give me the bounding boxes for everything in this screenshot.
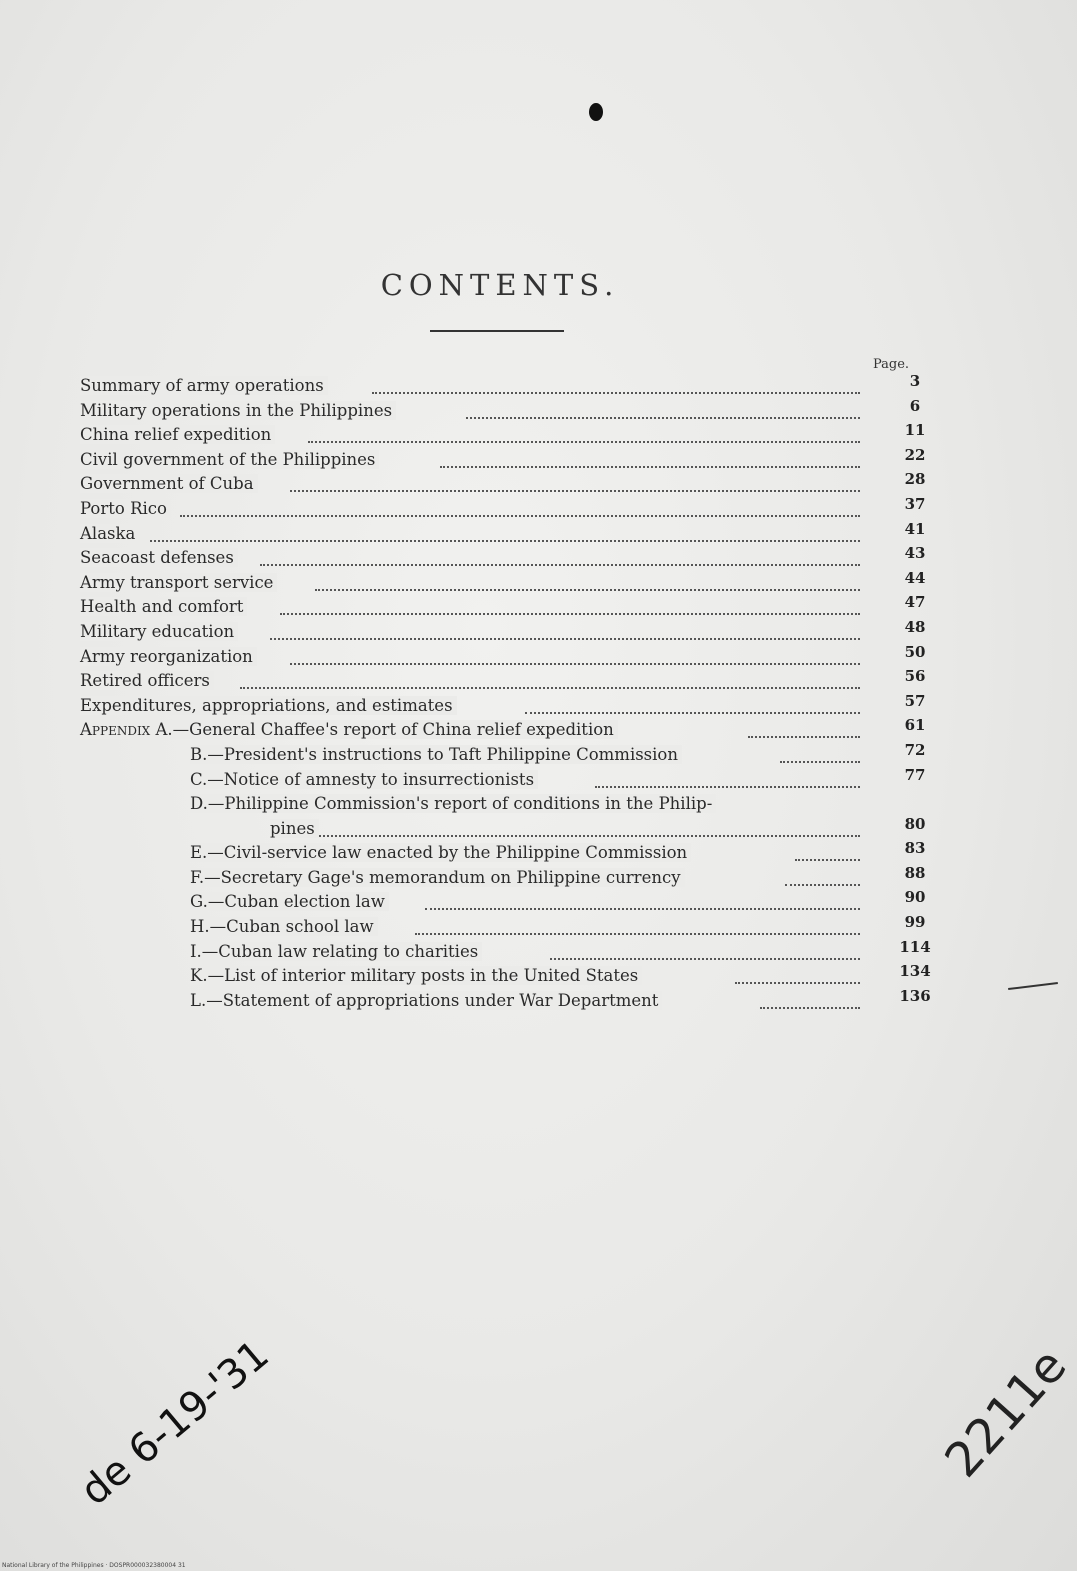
appendix-entry (80, 888, 935, 913)
toc-entry-title: Retired officers (80, 671, 214, 690)
toc-entry-title: Porto Rico (80, 499, 171, 518)
toc-entry (80, 421, 935, 446)
toc-entry (80, 667, 935, 692)
appendix-entry (80, 864, 935, 889)
toc-page-number: 47 (904, 593, 926, 612)
appendix-entry-title: K.—List of interior military posts in the United States (190, 966, 642, 985)
appendix-label: Appendix (80, 720, 151, 740)
toc-entry-title: Alaska (80, 524, 139, 543)
page-title: CONTENTS. (380, 268, 620, 302)
toc-page-number: 88 (904, 863, 926, 882)
toc-entry (80, 569, 935, 594)
footer-credit: National Library of the Philippines · DOSPR000032380004 31 (2, 1562, 186, 1569)
toc-entry (80, 544, 935, 569)
toc-entry (80, 520, 935, 545)
table-of-contents (80, 372, 935, 1011)
appendix-entry-title: F.—Secretary Gage's memorandum on Philippine currency (190, 868, 685, 887)
appendix-entry (80, 987, 935, 1012)
toc-entry-title: Military education (80, 622, 238, 641)
toc-entry-title: Army reorganization (80, 647, 257, 666)
appendix-entry-title: I.—Cuban law relating to charities (190, 942, 482, 961)
toc-entry-title: Health and comfort (80, 597, 247, 616)
ink-dot (589, 103, 603, 121)
toc-entry (80, 618, 935, 643)
toc-page-number: 72 (904, 740, 926, 759)
appendix-entry (80, 790, 935, 815)
toc-entry (80, 397, 935, 422)
toc-page-number: 11 (904, 421, 926, 440)
toc-entry-title: Summary of army operations (80, 376, 328, 395)
toc-page-number: 61 (904, 716, 926, 735)
title-rule (430, 330, 564, 332)
appendix-entry (80, 815, 935, 840)
appendix-entry (80, 913, 935, 938)
toc-page-number: 48 (904, 617, 926, 636)
pencil-mark (1008, 982, 1058, 990)
toc-entry (80, 643, 935, 668)
handwritten-call-number: 2211e (934, 1337, 1077, 1489)
toc-entry (80, 470, 935, 495)
page-column-header: Page. (873, 357, 910, 372)
toc-entry (80, 593, 935, 618)
appendix-entry-title: Appendix A.—General Chaffee's report of China relief expedition (80, 720, 618, 739)
toc-page-number: 6 (909, 396, 921, 415)
appendix-entry-title: L.—Statement of appropriations under War Department (190, 991, 662, 1010)
toc-page-number: 41 (904, 519, 926, 538)
toc-page-number: 90 (904, 888, 926, 907)
toc-page-number: 83 (904, 839, 926, 858)
handwritten-date-note: de 6-19-'31 (72, 1331, 278, 1515)
appendix-entry-title: B.—President's instructions to Taft Philippine Commission (190, 745, 682, 764)
toc-entry-title: Expenditures, appropriations, and estimates (80, 696, 457, 715)
toc-page-number: 3 (909, 372, 921, 390)
toc-page-number: 44 (904, 568, 926, 587)
toc-entry (80, 495, 935, 520)
toc-page-number: 22 (904, 445, 926, 464)
toc-entry-title: China relief expedition (80, 425, 275, 444)
toc-page-number: 28 (904, 470, 926, 489)
appendix-entry-title: pines (270, 819, 319, 838)
appendix-entry-title: C.—Notice of amnesty to insurrectionists (190, 770, 538, 789)
appendix-entry-title: D.—Philippine Commission's report of conditions in the Philip- (190, 794, 716, 813)
appendix-entry (80, 938, 935, 963)
toc-entry (80, 446, 935, 471)
toc-entry (80, 692, 935, 717)
toc-entry-title: Civil government of the Philippines (80, 450, 379, 469)
appendix-entry (80, 741, 935, 766)
toc-entry-title: Army transport service (80, 573, 277, 592)
toc-page-number: 43 (904, 544, 926, 563)
toc-entry (80, 372, 935, 397)
toc-page-number: 56 (904, 667, 926, 686)
toc-page-number: 114 (899, 937, 931, 956)
appendix-entry-title: H.—Cuban school law (190, 917, 378, 936)
toc-page-number: 50 (904, 642, 926, 661)
toc-page-number: 57 (904, 691, 926, 710)
appendix-entry (80, 716, 935, 741)
toc-page-number: 77 (904, 765, 926, 784)
appendix-entry (80, 839, 935, 864)
appendix-entry (80, 962, 935, 987)
toc-entry-title: Government of Cuba (80, 474, 258, 493)
appendix-entry-title: G.—Cuban election law (190, 892, 389, 911)
toc-page-number: 99 (904, 913, 926, 932)
toc-page-number: 37 (904, 494, 926, 513)
appendix-entry (80, 766, 935, 791)
toc-entry-title: Seacoast defenses (80, 548, 238, 567)
toc-page-number: 136 (899, 986, 931, 1005)
toc-page-number: 80 (904, 814, 926, 833)
toc-page-number: 134 (899, 962, 931, 981)
toc-entry-title: Military operations in the Philippines (80, 401, 396, 420)
appendix-entry-title: E.—Civil-service law enacted by the Philippine Commission (190, 843, 691, 862)
